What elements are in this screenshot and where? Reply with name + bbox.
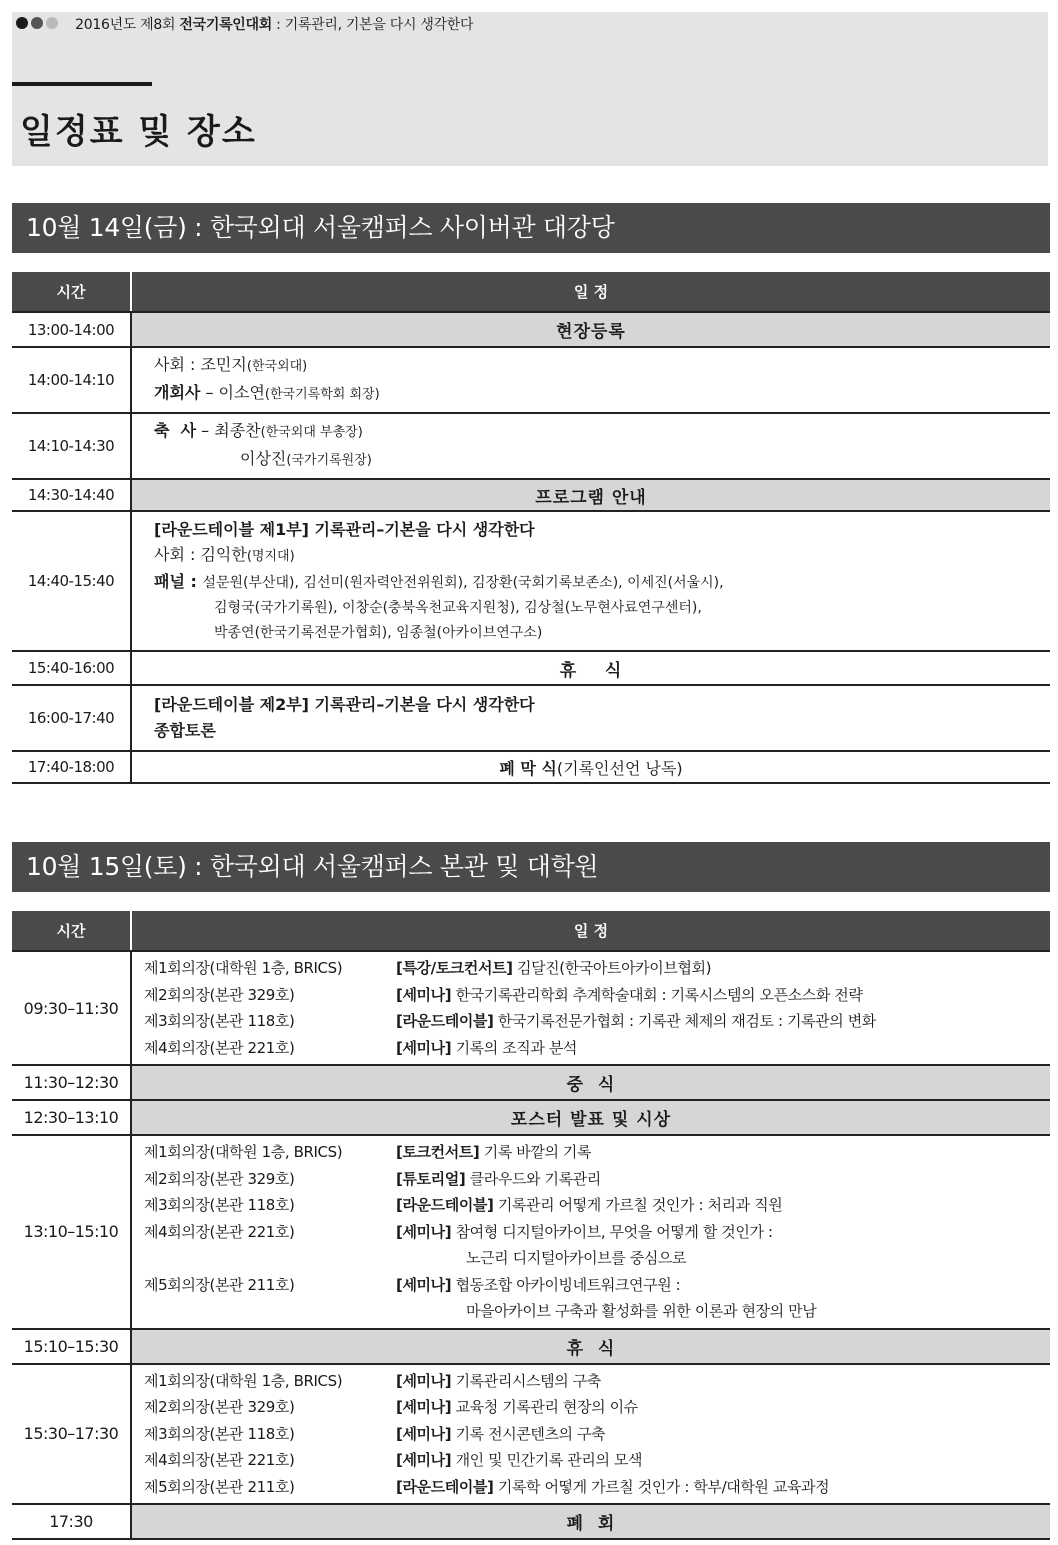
- session-item: [144, 1192, 1050, 1219]
- opening-cell: [131, 347, 1050, 413]
- table-row: [12, 511, 1050, 651]
- session-item: [144, 1474, 1050, 1501]
- table-row: [12, 1364, 1050, 1505]
- panel-label: 패널 :: [154, 571, 203, 591]
- session-title: 기록학 어떻게 가르칠 것인가 : 학부/대학원 교육과정: [497, 1477, 830, 1496]
- event-subtitle: : 기록관리, 기본을 다시 생각한다: [276, 17, 474, 33]
- time-cell: 14:10-14:30: [12, 413, 131, 479]
- session-title: 개인 및 민간기록 관리의 모색: [455, 1451, 643, 1469]
- time-cell: 17:30: [12, 1504, 131, 1539]
- general-discussion: 종합토론: [154, 721, 216, 740]
- room-label: 제2회의장(본관 329호): [144, 1169, 295, 1188]
- session-item: [144, 1421, 1050, 1448]
- session-title-cont: 노근리 디지털아카이브를 중심으로: [466, 1249, 687, 1267]
- session-item: [144, 1394, 1050, 1421]
- session-title: 기록의 조직과 분석: [455, 1038, 578, 1057]
- session-item: [144, 1272, 1050, 1299]
- lunch-cell: 중 식: [131, 1065, 1050, 1100]
- table-row: [12, 1135, 1050, 1329]
- room-label: 제1회의장(대학원 1층, BRICS): [144, 959, 343, 977]
- session-item: [144, 1368, 1050, 1395]
- session-title: 기록관리 어떻게 가르칠 것인가 : 처리과 직원: [497, 1196, 783, 1214]
- event-year: 2016년도 제8회: [75, 17, 176, 33]
- affiliation: (한국외대): [246, 359, 308, 374]
- session-title: 교육청 기록관리 현장의 이슈: [455, 1398, 638, 1416]
- time-cell: 13:10–15:10: [12, 1135, 131, 1329]
- moderator-label: 사회 : 김익한: [154, 544, 247, 564]
- table-row: [12, 685, 1050, 751]
- room-label: 제1회의장(대학원 1층, BRICS): [144, 1371, 343, 1390]
- session-type: [라운드테이블]: [396, 1477, 494, 1496]
- table-row: [12, 1504, 1050, 1539]
- panel-list: 김형국(국가기록원), 이창순(충북옥천교육지원청), 김상철(노무현사료연구센터),: [214, 599, 702, 616]
- event-series-line: [16, 14, 473, 34]
- closing-cell: 폐 회: [131, 1504, 1050, 1539]
- speaker: 이상진: [240, 449, 287, 468]
- session-type: [세미나]: [396, 1371, 452, 1390]
- time-cell: 11:30–12:30: [12, 1065, 131, 1100]
- bullet-dots-icon: [16, 17, 61, 33]
- sessions-cell: [131, 1364, 1050, 1505]
- session-type: [특강/토크컨서트]: [396, 959, 513, 977]
- day1-schedule-table: [12, 272, 1050, 784]
- congratulatory-cell: [131, 413, 1050, 479]
- sessions-cell: [131, 951, 1050, 1065]
- room-label: 제2회의장(본관 329호): [144, 1398, 295, 1416]
- session-item: [144, 955, 1050, 982]
- affiliation: (국가기록원장): [286, 453, 372, 468]
- break-cell: 휴 식: [131, 651, 1050, 685]
- table-row: [12, 312, 1050, 347]
- closing-ceremony-label: 폐 막 식: [499, 758, 557, 778]
- time-cell: 14:30-14:40: [12, 479, 131, 511]
- session-title: 협동조합 아카이빙네트워크연구원 :: [455, 1275, 681, 1294]
- roundtable2-title: [라운드테이블 제2부] 기록관리–기본을 다시 생각한다: [154, 695, 535, 714]
- session-type: [라운드테이블]: [396, 1012, 494, 1030]
- speaker: – 최종찬: [196, 421, 261, 440]
- room-label: 제1회의장(대학원 1층, BRICS): [144, 1143, 343, 1161]
- closing-ceremony-cell: [131, 751, 1050, 783]
- session-title: 한국기록전문가협회 : 기록관 체제의 재검토 : 기록관의 변화: [497, 1012, 876, 1030]
- table-row: [12, 1065, 1050, 1100]
- table-row: [12, 347, 1050, 413]
- page-title: 일정표 및 장소: [20, 112, 257, 152]
- day2-schedule-table: [12, 911, 1050, 1540]
- session-type: [세미나]: [396, 1222, 452, 1241]
- time-cell: 13:00-14:00: [12, 312, 131, 347]
- session-type: [세미나]: [396, 1424, 452, 1443]
- room-label: 제3회의장(본관 118호): [144, 1012, 295, 1030]
- session-type: [세미나]: [396, 1038, 452, 1057]
- room-label: 제2회의장(본관 329호): [144, 985, 295, 1004]
- session-item: [144, 1035, 1050, 1062]
- table-header-row: [12, 911, 1050, 951]
- col-schedule-header: 일 정: [131, 911, 1050, 951]
- session-item: [144, 1219, 1050, 1246]
- time-cell: 12:30–13:10: [12, 1100, 131, 1135]
- session-title: 클라우드와 기록관리: [469, 1169, 601, 1188]
- col-time-header: 시간: [12, 272, 131, 312]
- table-row: [12, 1329, 1050, 1364]
- day1-banner: 10월 14일(금) : 한국외대 서울캠퍼스 사이버관 대강당: [12, 203, 1050, 253]
- session-type: [세미나]: [396, 1398, 452, 1416]
- congrats-label: 축 사: [154, 421, 197, 440]
- table-row: [12, 413, 1050, 479]
- session-title: 기록 전시콘텐츠의 구축: [455, 1424, 606, 1443]
- room-label: 제3회의장(본관 118호): [144, 1424, 295, 1443]
- opening-speech-label: 개회사: [154, 383, 201, 402]
- room-label: 제3회의장(본관 118호): [144, 1196, 295, 1214]
- room-label: 제5회의장(본관 211호): [144, 1275, 295, 1294]
- table-row: [12, 479, 1050, 511]
- panel-list: 설문원(부산대), 김선미(원자력안전위원회), 김장환(국회기록보존소), 이세진(서울시),: [202, 574, 724, 591]
- panel-list: 박종연(한국기록전문가협회), 임종철(아카이브연구소): [214, 624, 543, 641]
- session-item: [144, 982, 1050, 1009]
- session-type: [튜토리얼]: [396, 1169, 466, 1188]
- table-row: [12, 951, 1050, 1065]
- day2-banner: 10월 15일(토) : 한국외대 서울캠퍼스 본관 및 대학원: [12, 842, 1050, 892]
- affiliation: (한국기록학회 회장): [264, 387, 380, 402]
- session-title: 기록 바깥의 기록: [483, 1143, 592, 1161]
- time-cell: 09:30–11:30: [12, 951, 131, 1065]
- session-type: [라운드테이블]: [396, 1196, 494, 1214]
- session-item: [144, 1008, 1050, 1035]
- time-cell: 17:40-18:00: [12, 751, 131, 783]
- time-cell: 15:40-16:00: [12, 651, 131, 685]
- room-label: 제4회의장(본관 221호): [144, 1451, 295, 1469]
- table-row: [12, 651, 1050, 685]
- title-rule: [12, 82, 152, 86]
- session-item: [144, 1139, 1050, 1166]
- session-type: [세미나]: [396, 1451, 452, 1469]
- poster-cell: 포스터 발표 및 시상: [131, 1100, 1050, 1135]
- roundtable2-cell: [131, 685, 1050, 751]
- speaker: – 이소연: [200, 383, 265, 402]
- room-label: 제4회의장(본관 221호): [144, 1222, 295, 1241]
- session-title: 김달진(한국아트아카이브협회): [517, 959, 712, 977]
- roundtable1-cell: [131, 511, 1050, 651]
- session-type: [세미나]: [396, 985, 452, 1004]
- registration-cell: 현장등록: [131, 312, 1050, 347]
- event-name: 전국기록인대회: [179, 17, 272, 33]
- room-label: 제4회의장(본관 221호): [144, 1038, 295, 1057]
- table-row: [12, 1100, 1050, 1135]
- session-title: 기록관리시스템의 구축: [455, 1371, 601, 1390]
- session-item: [144, 1447, 1050, 1474]
- session-type: [토크컨서트]: [396, 1143, 480, 1161]
- time-cell: 16:00-17:40: [12, 685, 131, 751]
- session-title: 참여형 디지털아카이브, 무엇을 어떻게 할 것인가 :: [455, 1222, 773, 1241]
- affiliation: (명지대): [246, 548, 295, 564]
- col-schedule-header: 일 정: [131, 272, 1050, 312]
- table-row: [12, 751, 1050, 783]
- table-header-row: [12, 272, 1050, 312]
- roundtable1-title: [라운드테이블 제1부] 기록관리–기본을 다시 생각한다: [154, 519, 535, 539]
- time-cell: 15:10–15:30: [12, 1329, 131, 1364]
- time-cell: 14:00-14:10: [12, 347, 131, 413]
- moderator-label: 사회 : 조민지: [154, 355, 247, 374]
- session-title: 한국기록관리학회 추계학술대회 : 기록시스템의 오픈소스화 전략: [455, 985, 863, 1004]
- program-guide-cell: 프로그램 안내: [131, 479, 1050, 511]
- sessions-cell: [131, 1135, 1050, 1329]
- affiliation: (한국외대 부총장): [260, 425, 363, 440]
- room-label: 제5회의장(본관 211호): [144, 1477, 295, 1496]
- session-type: [세미나]: [396, 1275, 452, 1294]
- session-item: [144, 1166, 1050, 1193]
- break-cell: 휴 식: [131, 1329, 1050, 1364]
- time-cell: 15:30–17:30: [12, 1364, 131, 1505]
- closing-ceremony-note: (기록인선언 낭독): [556, 758, 683, 778]
- time-cell: 14:40-15:40: [12, 511, 131, 651]
- col-time-header: 시간: [12, 911, 131, 951]
- session-title-cont: 마을아카이브 구축과 활성화를 위한 이론과 현장의 만남: [466, 1302, 817, 1320]
